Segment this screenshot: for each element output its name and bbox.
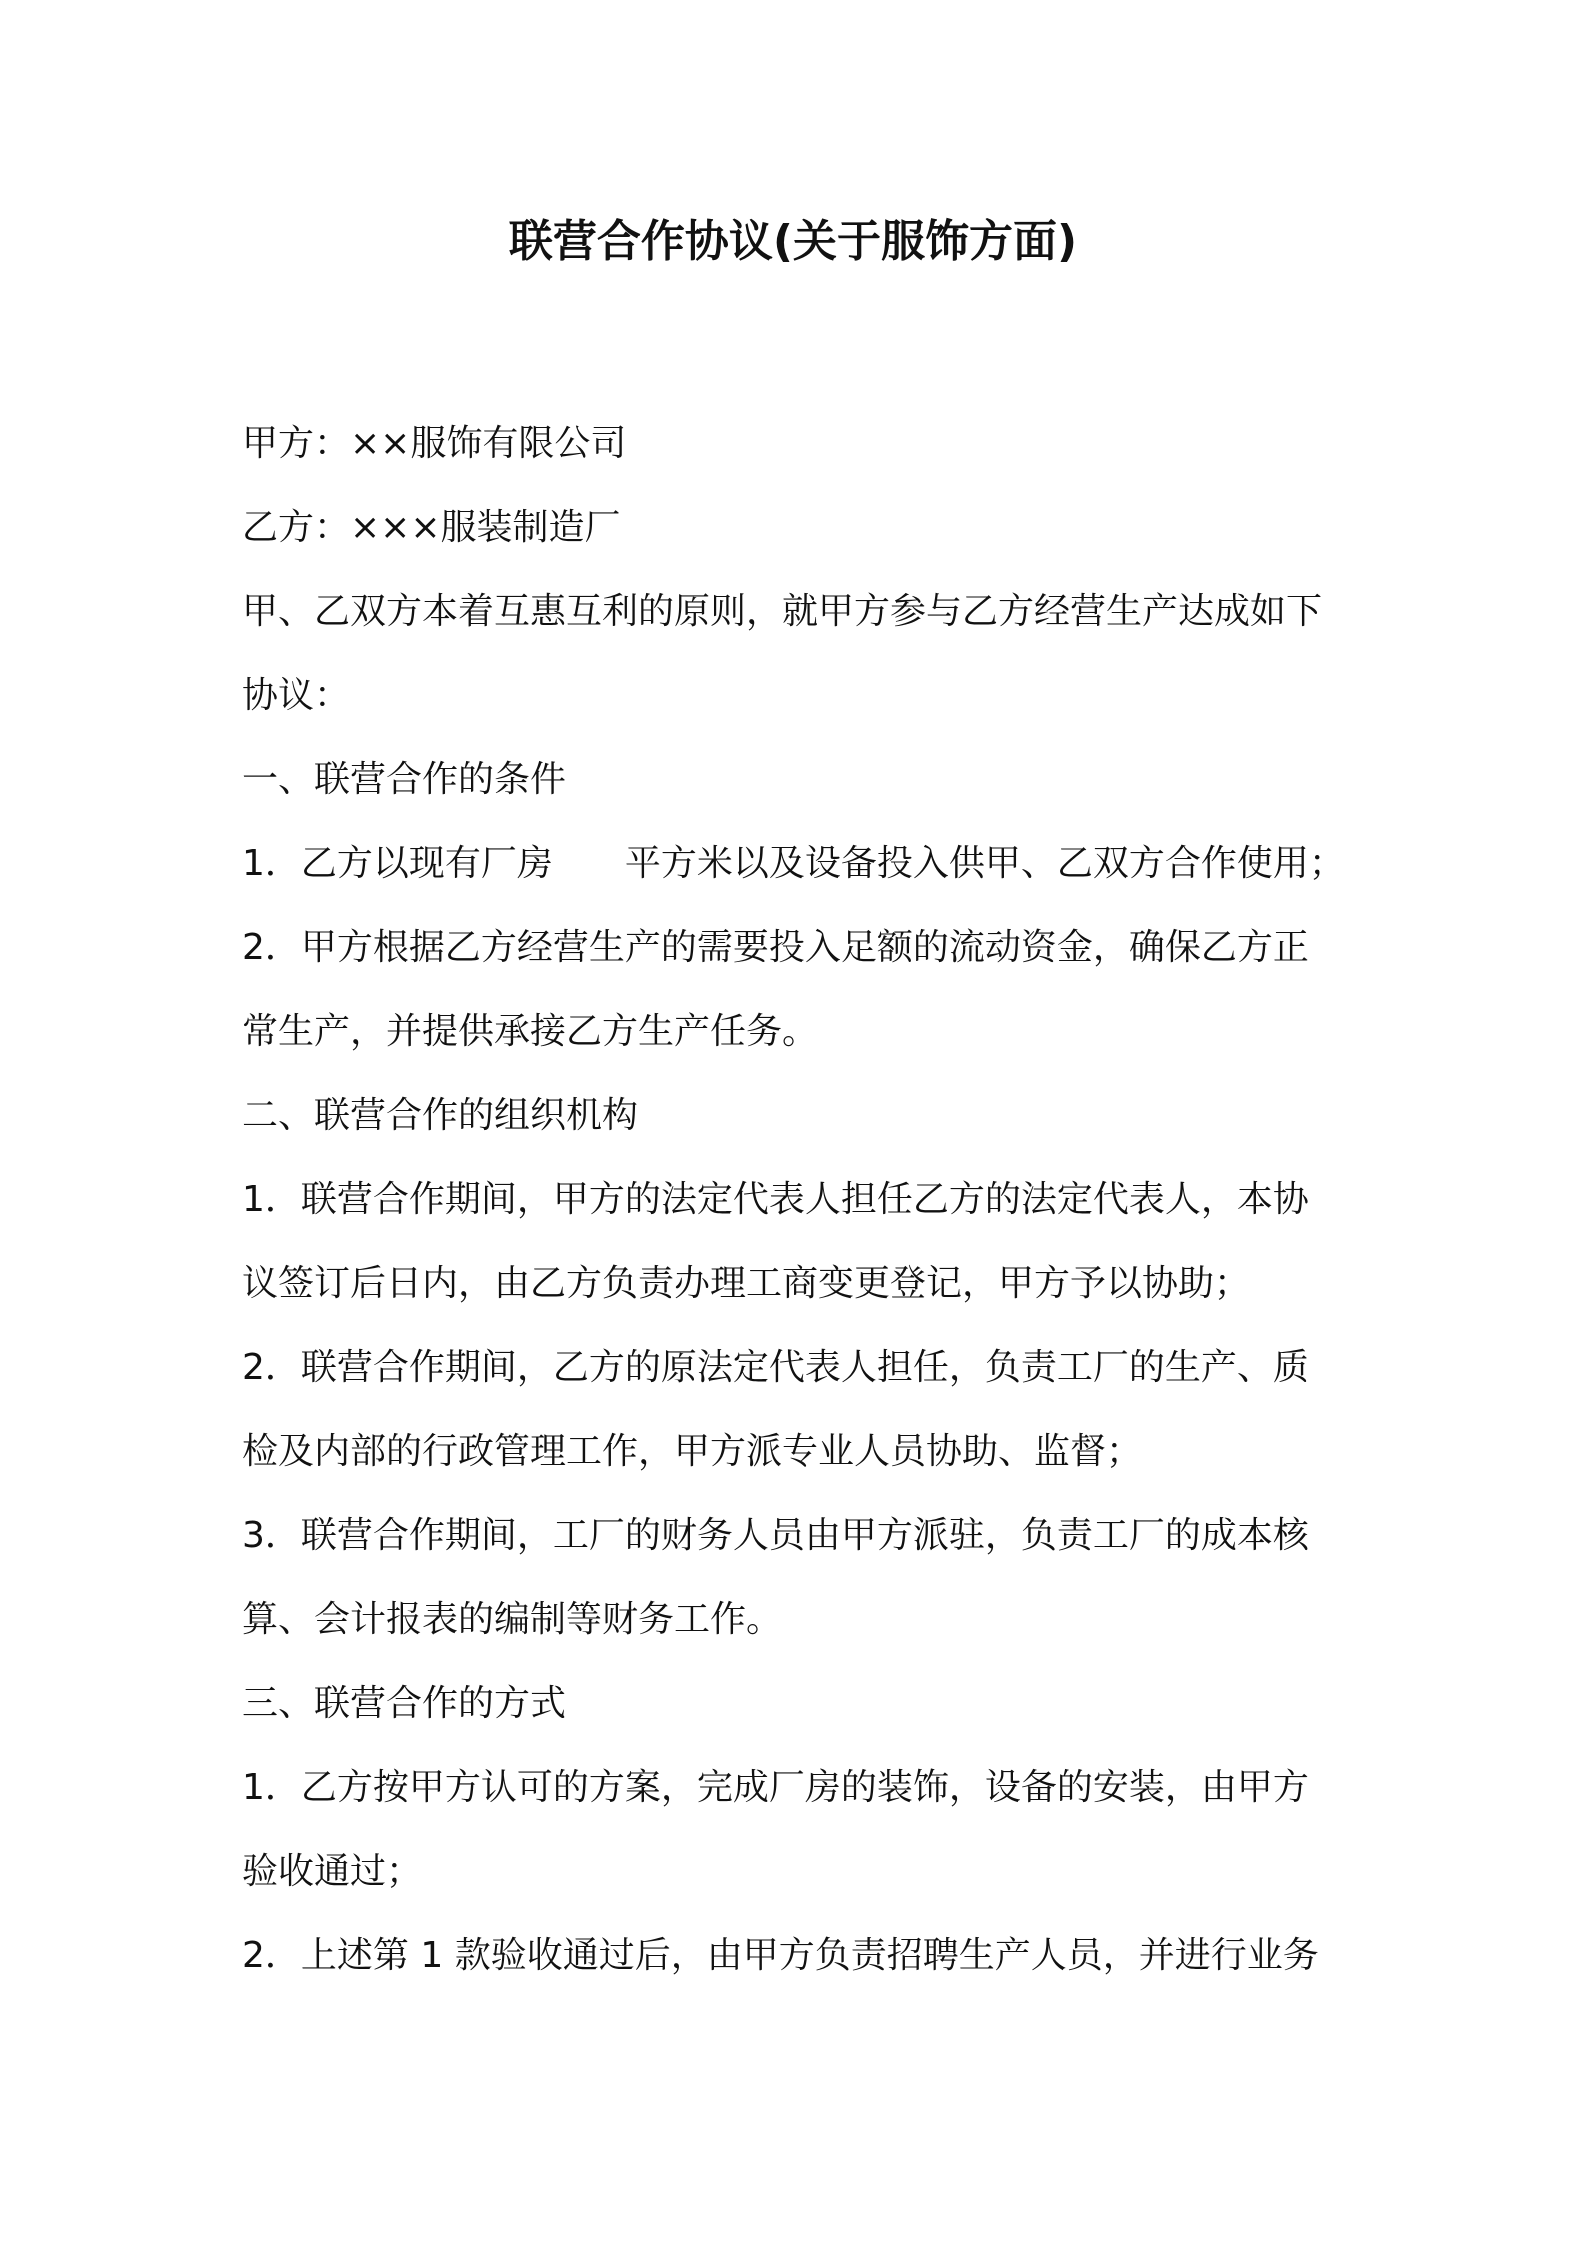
section-heading: 三、联营合作的方式 [242,1683,567,1724]
clause-line: 算、会计报表的编制等财务工作。 [242,1599,783,1640]
clause-line: 常生产，并提供承接乙方生产任务。 [242,1011,819,1052]
preamble-line: 甲、乙双方本着互惠互利的原则，就甲方参与乙方经营生产达成如下 [242,591,1323,632]
document-title: 联营合作协议(关于服饰方面) [508,216,1078,267]
party-a-line: 甲方：××服饰有限公司 [242,423,627,464]
clause-line: 验收通过； [242,1851,423,1892]
clause-line: 3．联营合作期间，工厂的财务人员由甲方派驻，负责工厂的成本核 [242,1515,1309,1556]
clause-line: 1．联营合作期间，甲方的法定代表人担任乙方的法定代表人，本协 [242,1179,1309,1220]
section-heading: 二、联营合作的组织机构 [242,1095,639,1136]
document-body [242,402,1352,1998]
clause-line: 检及内部的行政管理工作，甲方派专业人员协助、监督； [242,1431,1143,1472]
preamble-line: 协议： [242,675,351,716]
section-heading: 一、联营合作的条件 [242,759,567,800]
clause-line: 1．乙方以现有厂房 平方米以及设备投入供甲、乙双方合作使用； [242,843,1345,884]
clause-line: 2．上述第 1 款验收通过后，由甲方负责招聘生产人员，并进行业务 [242,1935,1319,1976]
clause-line: 2．甲方根据乙方经营生产的需要投入足额的流动资金，确保乙方正 [242,927,1309,968]
clause-line: 议签订后日内，由乙方负责办理工商变更登记，甲方予以协助； [242,1263,1251,1304]
clause-line: 1．乙方按甲方认可的方案，完成厂房的装饰，设备的安装，由甲方 [242,1767,1309,1808]
clause-line: 2．联营合作期间，乙方的原法定代表人担任，负责工厂的生产、质 [242,1347,1309,1388]
party-b-line: 乙方：×××服装制造厂 [242,507,621,548]
